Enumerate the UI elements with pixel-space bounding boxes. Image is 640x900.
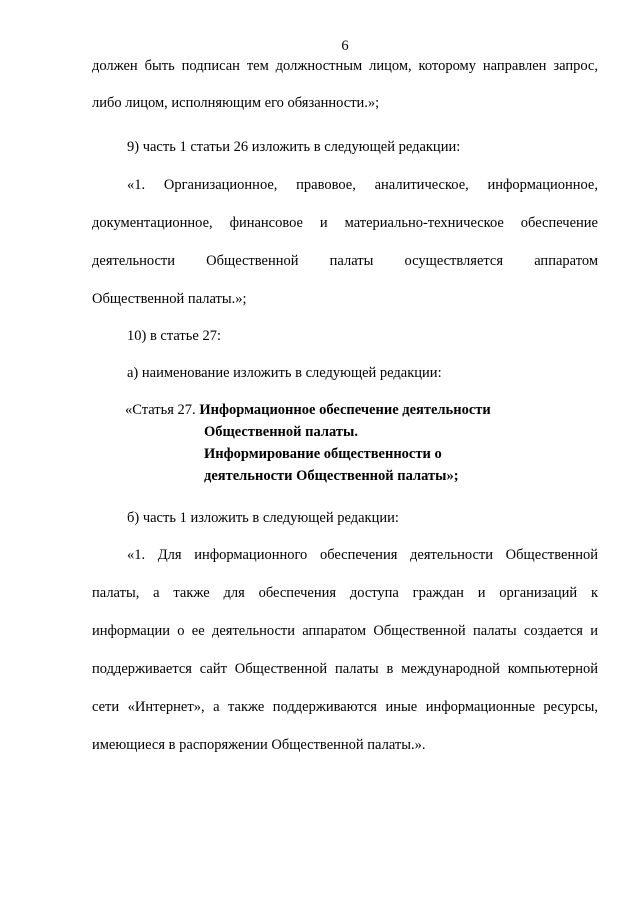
text-line: информации о ее деятельности аппаратом Общественной палаты создается и xyxy=(92,623,598,639)
text-line: сети «Интернет», а также поддерживаются иные информационные ресурсы, xyxy=(92,699,598,715)
text-line: должен быть подписан тем должностным лицом, которому направлен запрос, xyxy=(92,58,598,74)
text-line: поддерживается сайт Общественной палаты в международной компьютерной xyxy=(92,661,598,677)
text-line: либо лицом, исполняющим его обязанности.»; xyxy=(92,95,380,111)
page-number: 6 xyxy=(341,38,349,54)
article-heading-title: Информационное обеспечение деятельности xyxy=(199,402,491,418)
text-line: деятельности Общественной палаты осуществляется аппаратом xyxy=(92,253,598,269)
article-heading-line xyxy=(125,401,491,420)
text-line: имеющиеся в распоряжении Общественной палаты.». xyxy=(92,737,426,753)
text-line: Общественной палаты.»; xyxy=(92,291,247,307)
text-line: а) наименование изложить в следующей редакции: xyxy=(127,365,442,381)
article-heading-line: Информирование общественности о xyxy=(204,446,442,462)
article-heading-line: Общественной палаты. xyxy=(204,424,358,440)
text-line: «1. Для информационного обеспечения деятельности Общественной xyxy=(127,547,598,563)
text-line: 10) в статье 27: xyxy=(127,328,221,344)
text-line: «1. Организационное, правовое, аналитическое, информационное, xyxy=(127,177,598,193)
text-line: документационное, финансовое и материально-техническое обеспечение xyxy=(92,215,598,231)
text-line: палаты, а также для обеспечения доступа граждан и организаций к xyxy=(92,585,598,601)
article-heading-line: деятельности Общественной палаты»; xyxy=(204,468,459,484)
text-line: 9) часть 1 статьи 26 изложить в следующей редакции: xyxy=(127,139,461,155)
article-heading-prefix: «Статья 27. xyxy=(125,402,200,418)
text-line: б) часть 1 изложить в следующей редакции: xyxy=(127,510,399,526)
